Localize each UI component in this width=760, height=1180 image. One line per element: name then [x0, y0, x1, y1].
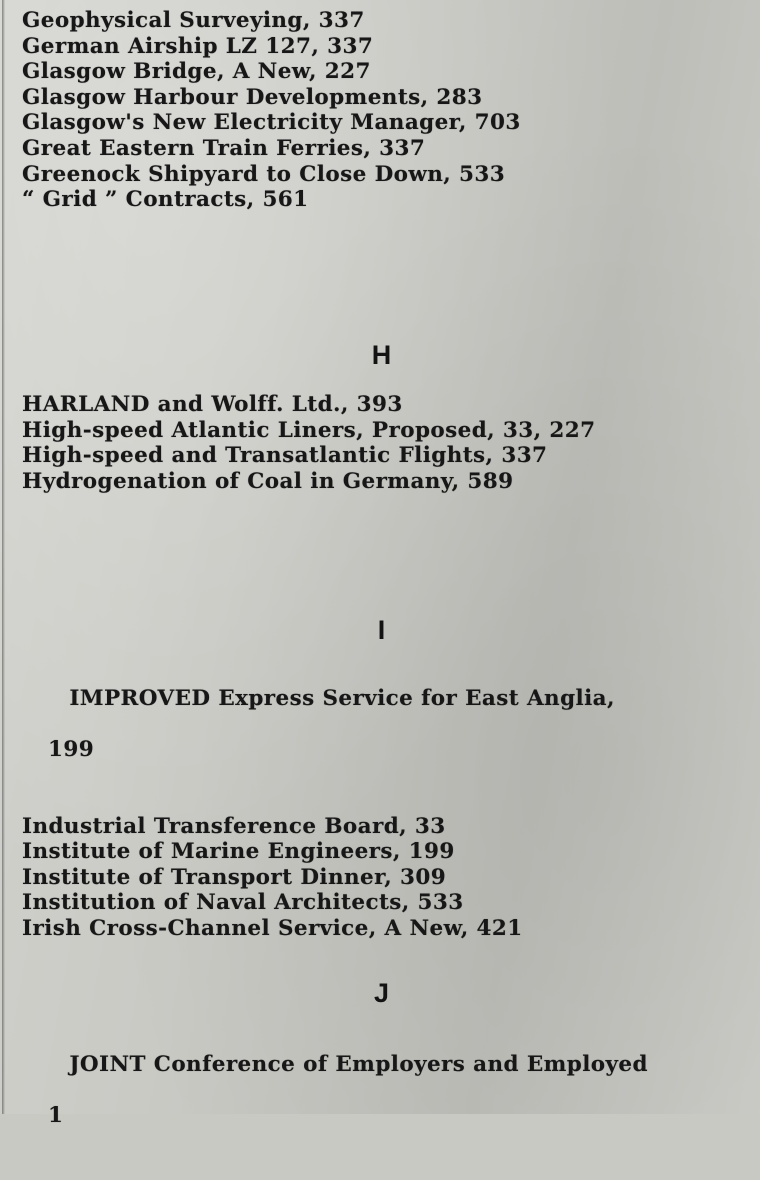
index-entry: Greenock Shipyard to Close Down, 533	[22, 161, 506, 187]
index-entry: High-speed and Transatlantic Flights, 337	[22, 443, 548, 469]
index-entry-continuation: 1	[48, 1102, 64, 1128]
index-section-j	[22, 1026, 742, 1180]
index-entry: Institution of Naval Architects, 533	[22, 890, 464, 916]
section-letter-j: J	[373, 978, 391, 1008]
index-entry	[22, 660, 742, 814]
index-entry: Glasgow's New Electricity Manager, 703	[22, 110, 521, 136]
index-entry: Glasgow Bridge, A New, 227	[22, 59, 371, 85]
index-entry: Industrial Transference Board, 33	[22, 813, 446, 839]
index-entry: Hydrogenation of Coal in Germany, 589	[22, 468, 514, 494]
index-entry-text: JOINT Conference of Employers and Employed	[69, 1051, 648, 1077]
index-entry: Great Eastern Train Ferries, 337	[22, 135, 426, 161]
index-entry	[22, 1026, 742, 1180]
index-column	[22, 0, 742, 1128]
section-letter-h: H	[371, 340, 393, 370]
index-entry: Irish Cross-Channel Service, A New, 421	[22, 915, 523, 941]
index-entry: Institute of Transport Dinner, 309	[22, 864, 447, 890]
index-entry-continuation: 199	[48, 736, 95, 762]
index-section-i	[22, 660, 742, 942]
index-entry: Institute of Marine Engineers, 199	[22, 839, 455, 865]
section-letter-i: I	[377, 615, 387, 645]
index-entry-text: IMPROVED Express Service for East Anglia,	[69, 685, 615, 711]
index-entry: Glasgow Harbour Developments, 283	[22, 84, 483, 110]
index-entry: German Airship LZ 127, 337	[22, 33, 374, 59]
index-entry: Geophysical Surveying, 337	[22, 8, 365, 33]
index-section-h	[22, 392, 742, 494]
index-section-g	[22, 8, 742, 213]
index-entry: High-speed Atlantic Liners, Proposed, 33, 227	[22, 417, 596, 443]
index-entry: “ Grid ” Contracts, 561	[22, 187, 309, 213]
index-entry: HARLAND and Wolff. Ltd., 393	[22, 392, 403, 417]
page-gutter-shadow	[2, 0, 5, 1114]
